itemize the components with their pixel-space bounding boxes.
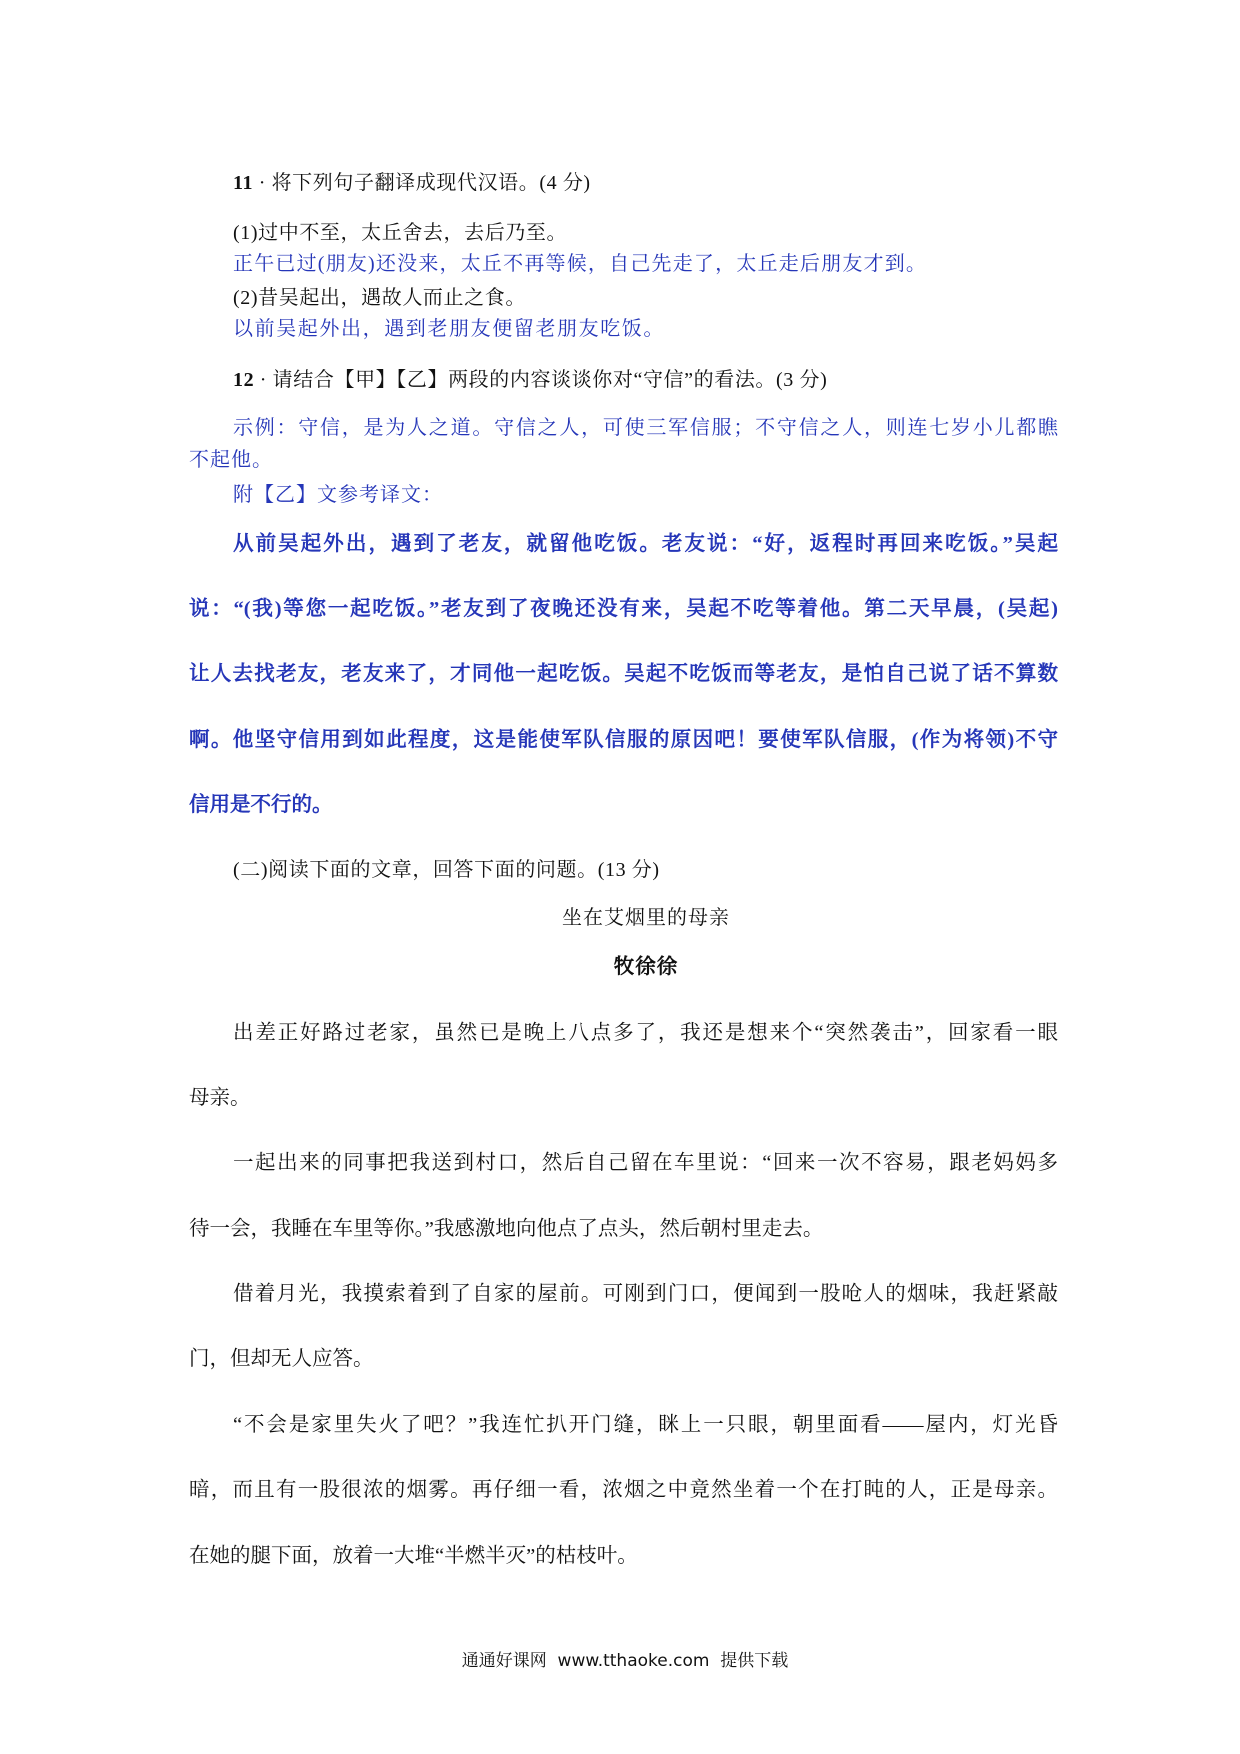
article-line: 出差正好路过老家，虽然已是晚上八点多了，我还是想来个“突然袭击”，回家看一眼 <box>233 1022 1058 1044</box>
article-line: 待一会，我睡在车里等你。”我感激地向他点了点头，然后朝村里走去。 <box>189 1218 824 1240</box>
section2-heading: (二)阅读下面的文章，回答下面的问题。(13 分) <box>233 859 660 881</box>
article-line: 母亲。 <box>189 1087 251 1109</box>
translation-line: 信用是不行的。 <box>189 794 333 816</box>
q11-item1-source: (1)过中不至，太丘舍去，去后乃至。 <box>233 222 568 244</box>
article-title: 坐在艾烟里的母亲 <box>562 907 730 929</box>
article-line: 暗，而且有一股很浓的烟雾。再仔细一看，浓烟之中竟然坐着一个在打盹的人，正是母亲。 <box>189 1479 1058 1501</box>
article-author: 牧徐徐 <box>613 956 679 978</box>
q12-answer-line: 示例：守信，是为人之道。守信之人，可使三军信服；不守信之人，则连七岁小儿都瞧 <box>233 417 1058 439</box>
article-line: 一起出来的同事把我送到村口，然后自己留在车里说：“回来一次不容易，跟老妈妈多 <box>233 1152 1058 1174</box>
q12-number: 12 <box>233 369 255 391</box>
q11-prompt: · 将下列句子翻译成现代汉语。(4 分) <box>253 172 591 194</box>
article-line: 门，但却无人应答。 <box>189 1348 374 1370</box>
q12-appendix-label: 附【乙】文参考译文： <box>233 484 443 506</box>
q11-item1-translation: 正午已过(朋友)还没来，太丘不再等候，自己先走了，太丘走后朋友才到。 <box>233 253 928 275</box>
page-footer: 通通好课网 www.tthaoke.com 提供下载 <box>461 1651 789 1671</box>
q11-item2-source: (2)昔吴起出，遇故人而止之食。 <box>233 287 526 309</box>
article-line: 在她的腿下面，放着一大堆“半燃半灭”的枯枝叶。 <box>189 1545 638 1567</box>
q12-answer-line: 不起他。 <box>189 449 273 471</box>
translation-line: 从前吴起外出，遇到了老友，就留他吃饭。老友说：“好，返程时再回来吃饭。”吴起 <box>233 533 1058 555</box>
article-line: “不会是家里失火了吧？”我连忙扒开门缝，眯上一只眼，朝里面看——屋内，灯光昏 <box>233 1414 1058 1436</box>
q11-item2-translation: 以前吴起外出，遇到老朋友便留老朋友吃饭。 <box>233 318 665 340</box>
translation-line: 说：“(我)等您一起吃饭。”老友到了夜晚还没有来，吴起不吃等着他。第二天早晨，(吴起) <box>189 598 1058 620</box>
article-line: 借着月光，我摸索着到了自家的屋前。可刚到门口，便闻到一股呛人的烟味，我赶紧敲 <box>233 1283 1058 1305</box>
q12-prompt: · 请结合【甲】【乙】两段的内容谈谈你对“守信”的看法。(3 分) <box>254 369 828 391</box>
translation-line: 让人去找老友，老友来了，才同他一起吃饭。吴起不吃饭而等老友，是怕自己说了话不算数 <box>189 663 1058 685</box>
q11-number: 11 <box>233 172 254 194</box>
q11-heading <box>233 171 591 195</box>
translation-line: 啊。他坚守信用到如此程度，这是能使军队信服的原因吧！要使军队信服，(作为将领)不守 <box>189 729 1058 751</box>
q12-heading <box>233 368 827 392</box>
